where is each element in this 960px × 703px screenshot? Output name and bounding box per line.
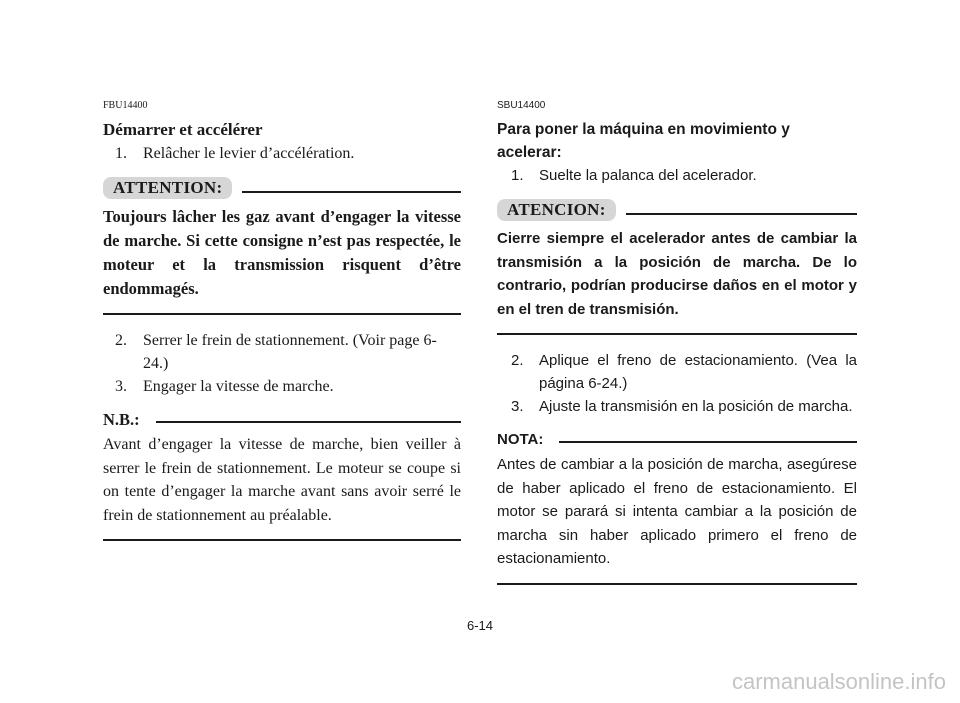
note-header bbox=[103, 408, 461, 431]
step-text: Aplique el freno de estacionamiento. (Vea la página 6-24.) bbox=[539, 352, 857, 392]
note-label: NOTA: bbox=[497, 431, 544, 448]
warning-label: ATTENTION: bbox=[103, 177, 232, 199]
page-number: 6-14 bbox=[466, 618, 494, 633]
note-text: Avant d’engager la vitesse de marche, bien veiller à serrer le frein de stationnement. Le moteur se coupe si on tente d’engager la marche avant sans avoir serré le frein de stationnement au préalable. bbox=[103, 436, 461, 524]
section-heading: Para poner la máquina en movimiento y acelerar: bbox=[497, 121, 790, 161]
warning-end-rule bbox=[497, 333, 857, 335]
note-header-rule bbox=[156, 421, 461, 423]
step-number: 3. bbox=[115, 378, 127, 395]
warning-header bbox=[103, 175, 461, 201]
note-text: Antes de cambiar a la posición de marcha, asegúrese de haber aplicado el freno de estacionamiento. El motor se parará si intenta cambiar a la posición de marcha sin haber aplicado primero el freno de estacionamiento. bbox=[497, 456, 857, 567]
step-text: Serrer le frein de stationnement. (Voir page 6-24.) bbox=[143, 332, 437, 372]
step-number: 2. bbox=[511, 352, 524, 369]
step-text: Ajuste la transmisión en la posición de marcha. bbox=[539, 398, 853, 415]
step-text: Relâcher le levier d’accélération. bbox=[143, 145, 355, 162]
step-3 bbox=[103, 375, 461, 398]
watermark-text: carmanualsonline.info bbox=[731, 669, 946, 694]
section-heading: Démarrer et accélérer bbox=[103, 120, 263, 139]
step-text: Suelte la palanca del acelerador. bbox=[539, 167, 757, 184]
step-3 bbox=[497, 395, 857, 418]
note-label: N.B.: bbox=[103, 410, 140, 429]
note-header bbox=[497, 428, 857, 451]
step-1 bbox=[497, 164, 857, 187]
warning-header bbox=[497, 197, 857, 223]
step-number: 1. bbox=[115, 145, 127, 162]
warning-text: Toujours lâcher les gaz avant d’engager la vitesse de marche. Si cette consigne n’est pas respectée, le moteur et la transmission risquent d’être endommagés. bbox=[103, 207, 461, 298]
section-code: FBU14400 bbox=[103, 100, 148, 111]
step-2 bbox=[103, 329, 461, 375]
step-2 bbox=[497, 349, 857, 395]
note-end-rule bbox=[103, 539, 461, 541]
note-header-rule bbox=[559, 441, 857, 443]
step-number: 1. bbox=[511, 167, 524, 184]
french-column bbox=[103, 100, 461, 555]
note-end-rule bbox=[497, 583, 857, 585]
warning-header-rule bbox=[626, 213, 857, 215]
step-number: 2. bbox=[115, 332, 127, 349]
step-1 bbox=[103, 142, 461, 165]
warning-header-rule bbox=[242, 191, 461, 193]
warning-text: Cierre siempre el acelerador antes de cambiar la transmisión a la posición de marcha. De lo contrario, podrían producirse daños en el motor y en el tren de transmisión. bbox=[497, 230, 857, 318]
warning-label: ATENCION: bbox=[497, 199, 616, 221]
spanish-column bbox=[497, 100, 857, 599]
step-number: 3. bbox=[511, 398, 524, 415]
warning-end-rule bbox=[103, 313, 461, 315]
section-code: SBU14400 bbox=[497, 100, 546, 111]
step-text: Engager la vitesse de marche. bbox=[143, 378, 334, 395]
